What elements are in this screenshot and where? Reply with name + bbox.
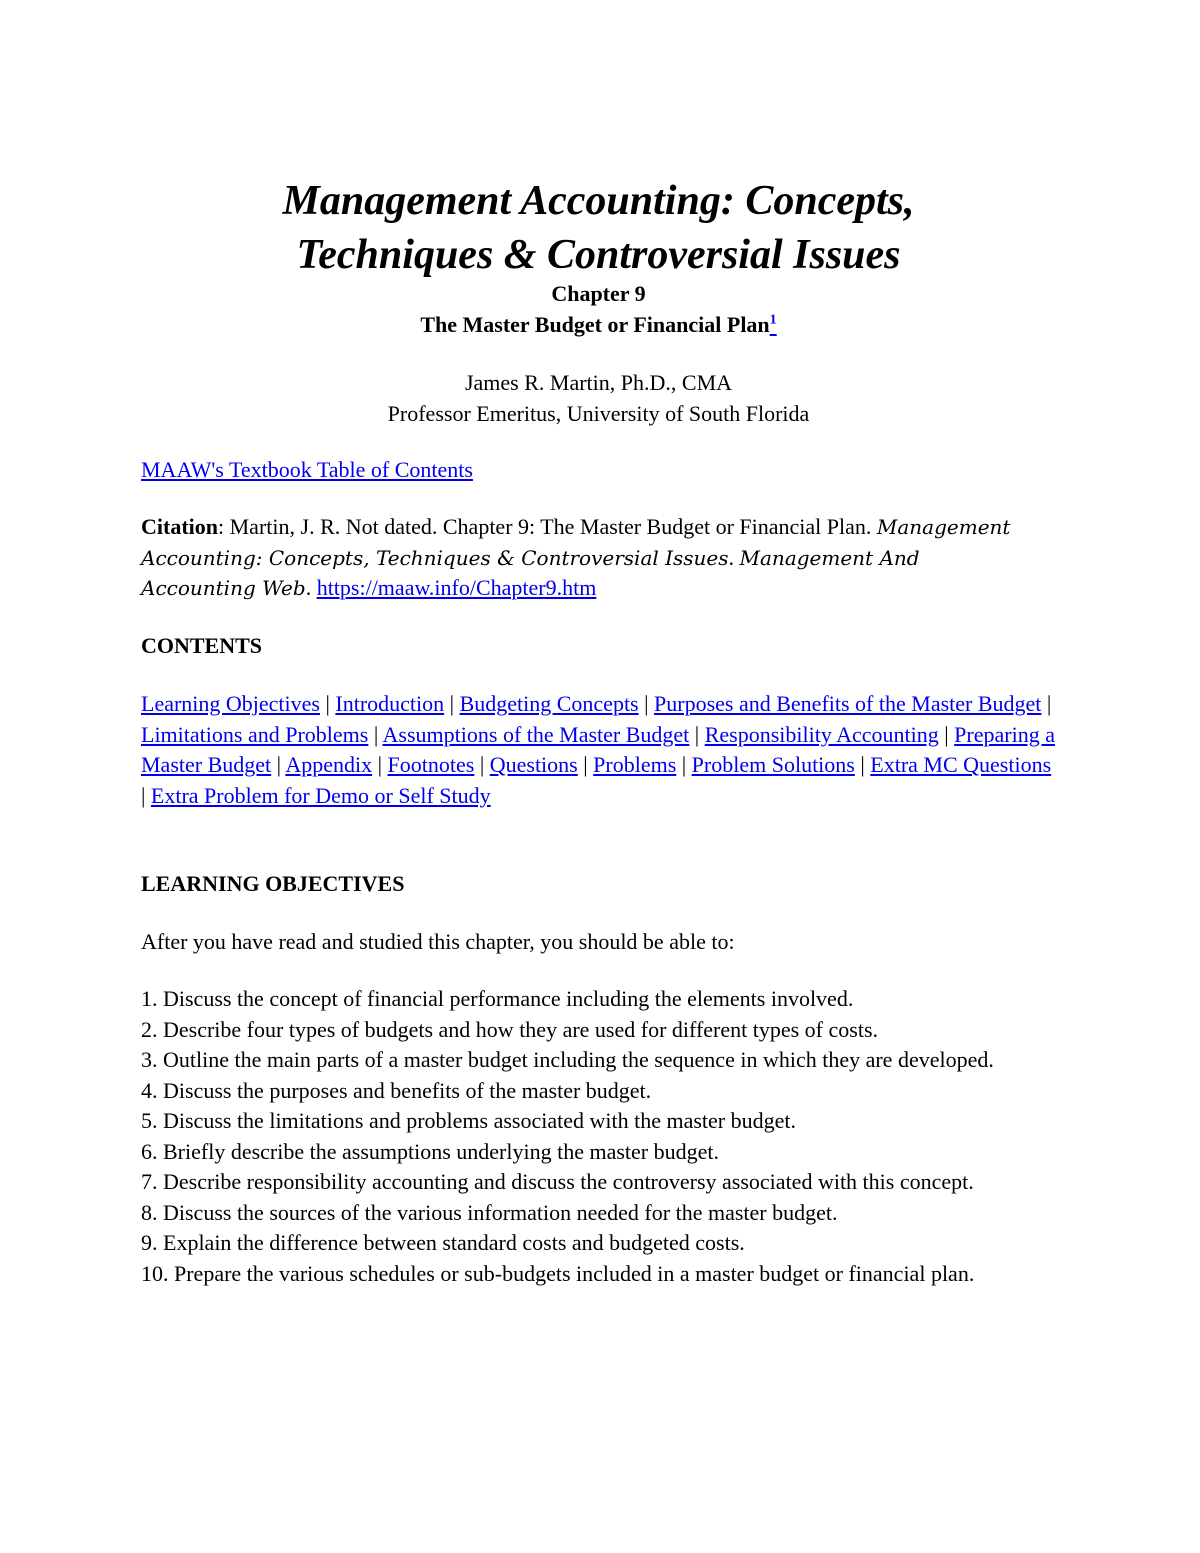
objective-item: 3. Outline the main parts of a master budget including the sequence in which they are developed. (141, 1047, 994, 1072)
contents-link-extra-problem[interactable]: Extra Problem for Demo or Self Study (150, 782, 491, 808)
objective-item: 1. Discuss the concept of financial performance including the elements involved. (141, 986, 854, 1011)
contents-separator: | (938, 721, 955, 747)
contents-link-limitations-problems[interactable]: Limitations and Problems (141, 721, 369, 747)
citation-site: Management And Accounting Web (141, 545, 920, 600)
contents-nav (141, 689, 1056, 811)
book-title (141, 174, 1056, 282)
citation-label: Citation (141, 514, 218, 539)
contents-link-problems[interactable]: Problems (593, 752, 677, 777)
chapter-title (141, 309, 1056, 340)
footnote-marker: 1 (769, 312, 777, 328)
contents-link-appendix[interactable]: Appendix (285, 752, 373, 777)
contents-separator: | (638, 691, 655, 716)
contents-separator: | (577, 752, 594, 777)
contents-separator: | (474, 752, 490, 777)
contents-separator: | (689, 721, 705, 747)
book-title-line1: Management Accounting: Concepts, (282, 178, 915, 224)
contents-link-budgeting-concepts[interactable]: Budgeting Concepts (459, 691, 639, 716)
objective-item: 8. Discuss the sources of the various information needed for the master budget. (141, 1199, 838, 1225)
citation-period-1: . (728, 544, 740, 570)
footnote-1-link[interactable] (770, 312, 777, 337)
citation-url-link[interactable]: https://maaw.info/Chapter9.htm (316, 575, 597, 600)
contents-link-extra-mc-questions[interactable]: Extra MC Questions (870, 752, 1052, 777)
book-title-line2: Techniques & Controversial Issues (296, 232, 901, 278)
contents-separator: | (320, 691, 336, 716)
textbook-toc-link[interactable]: MAAW's Textbook Table of Contents (141, 457, 473, 482)
contents-link-introduction[interactable]: Introduction (335, 691, 445, 716)
toc-link-line (141, 455, 1056, 486)
chapter-number: Chapter 9 (551, 281, 646, 306)
objective-item: 7. Describe responsibility accounting and discuss the controversy associated with this concept. (141, 1169, 974, 1194)
author-affiliation: Professor Emeritus, University of South Florida (387, 401, 810, 426)
contents-link-responsibility-accounting[interactable]: Responsibility Accounting (704, 721, 939, 747)
contents-separator: | (444, 691, 460, 716)
contents-link-purposes-benefits[interactable]: Purposes and Benefits of the Master Budget (654, 691, 1042, 716)
author-name: James R. Martin, Ph.D., CMA (464, 370, 733, 395)
contents-separator: | (372, 752, 388, 777)
objective-item: 9. Explain the difference between standard costs and budgeted costs. (141, 1230, 745, 1255)
citation-book-title: Management Accounting: Concepts, Techniques & Controversial Issues (141, 515, 1011, 570)
contents-separator: | (854, 752, 871, 777)
contents-link-problem-solutions[interactable]: Problem Solutions (691, 752, 855, 777)
citation-paragraph (141, 512, 1021, 604)
contents-link-learning-objectives[interactable]: Learning Objectives (141, 691, 320, 716)
objective-item: 10. Prepare the various schedules or sub-budgets included in a master budget or financial plan. (141, 1260, 975, 1286)
learning-objectives-heading: LEARNING OBJECTIVES (141, 871, 405, 896)
citation-colon: : (218, 514, 225, 539)
contents-separator: | (141, 782, 151, 808)
objective-item: 5. Discuss the limitations and problems associated with the master budget. (141, 1108, 796, 1133)
contents-separator: | (271, 752, 286, 777)
citation-period-2: . (305, 575, 317, 600)
contents-link-assumptions[interactable]: Assumptions of the Master Budget (382, 721, 690, 747)
contents-link-questions[interactable]: Questions (489, 752, 578, 777)
contents-separator: | (676, 752, 692, 777)
contents-separator: | (1041, 691, 1052, 716)
contents-heading: CONTENTS (141, 633, 263, 658)
objective-item: 4. Discuss the purposes and benefits of the master budget. (141, 1077, 652, 1103)
objectives-intro: After you have read and studied this chapter, you should be able to: (141, 929, 735, 954)
objectives-list (141, 984, 1051, 1289)
chapter-title-text: The Master Budget or Financial Plan (420, 312, 770, 337)
contents-separator: | (368, 721, 383, 747)
objective-item: 6. Briefly describe the assumptions underlying the master budget. (141, 1138, 719, 1164)
citation-text: Martin, J. R. Not dated. Chapter 9: The Master Budget or Financial Plan. (224, 514, 877, 539)
objective-item: 2. Describe four types of budgets and how they are used for different types of costs. (141, 1016, 878, 1042)
contents-link-footnotes[interactable]: Footnotes (387, 752, 475, 777)
contents-link-preparing-master-budget[interactable]: Preparing a Master Budget (141, 721, 1055, 777)
